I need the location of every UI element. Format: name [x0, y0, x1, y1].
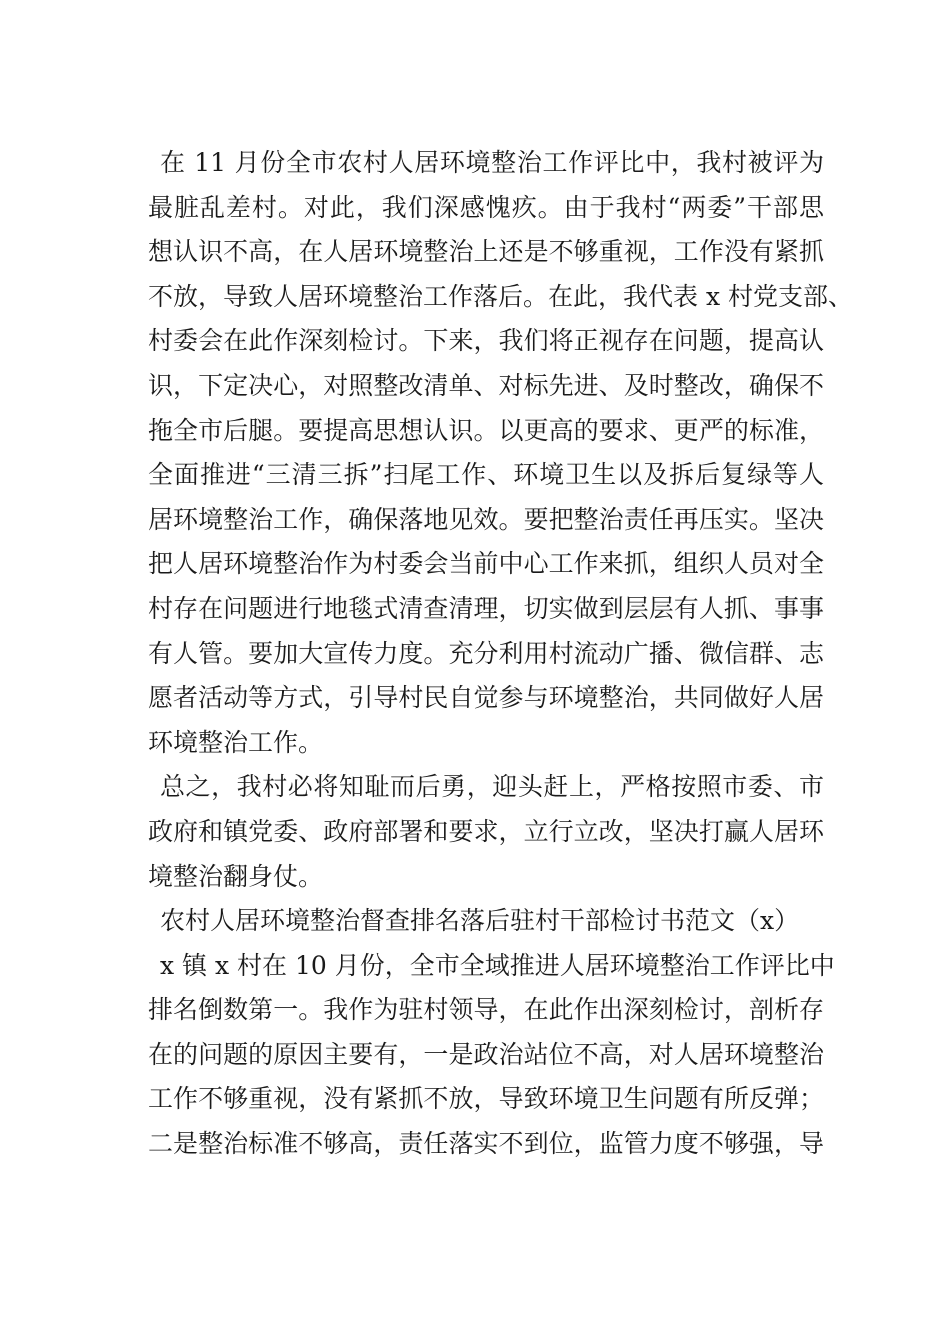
text-line: 有人管。要加大宣传力度。充分利用村流动广播、微信群、志: [148, 638, 824, 668]
text-line: 愿者活动等方式，引导村民自觉参与环境整治，共同做好人居: [148, 683, 824, 713]
text-line: 村委会在此作深刻检讨。下来，我们将正视存在问题，提高认: [148, 326, 824, 356]
text-line: 环境整治工作。: [148, 727, 324, 757]
text-line: 在的问题的原因主要有，一是政治站位不高，对人居环境整治: [148, 1039, 824, 1069]
text-line: 政府和镇党委、政府部署和要求，立行立改，坚决打赢人居环: [148, 816, 824, 846]
text-line: 不放，导致人居环境整治工作落后。在此，我代表 x 村党支部、: [148, 281, 853, 311]
document-body: [148, 141, 853, 1167]
paragraph-1: [148, 141, 853, 765]
text-line: 想认识不高，在人居环境整治上还是不够重视，工作没有紧抓: [148, 237, 824, 267]
text-line: 把人居环境整治作为村委会当前中心工作来抓，组织人员对全: [148, 549, 824, 579]
text-line: 村存在问题进行地毯式清查清理，切实做到层层有人抓、事事: [148, 593, 824, 623]
text-line: 居环境整治工作，确保落地见效。要把整治责任再压实。坚决: [148, 504, 824, 534]
text-line: 全面推进“三清三拆”扫尾工作、环境卫生以及拆后复绿等人: [148, 460, 824, 490]
heading-line: 农村人居环境整治督查排名落后驻村干部检讨书范文（x）: [160, 906, 800, 936]
text-line: 排名倒数第一。我作为驻村领导，在此作出深刻检讨，剖析存: [148, 995, 824, 1025]
text-line: 拖全市后腿。要提高思想认识。以更高的要求、更严的标准，: [148, 415, 824, 445]
text-line: 二是整治标准不够高，责任落实不到位，监管力度不够强，导: [148, 1129, 824, 1159]
text-line: 最脏乱差村。对此，我们深感愧疚。由于我村“两委”干部思: [148, 192, 824, 222]
text-line: 识，下定决心，对照整改清单、对标先进、及时整改，确保不: [148, 370, 824, 400]
text-line: 境整治翻身仗。: [148, 861, 324, 891]
text-line: x 镇 x 村在 10 月份，全市全域推进人居环境整治工作评比中: [160, 950, 835, 980]
paragraph-3: [148, 944, 835, 1167]
text-line: 总之，我村必将知耻而后勇，迎头赶上，严格按照市委、市: [160, 772, 824, 802]
section-heading: [148, 899, 824, 944]
text-line: 在 11 月份全市农村人居环境整治工作评比中，我村被评为: [160, 148, 824, 177]
text-line: 工作不够重视，没有紧抓不放，导致环境卫生问题有所反弹；: [148, 1084, 824, 1114]
paragraph-2: [148, 765, 824, 899]
